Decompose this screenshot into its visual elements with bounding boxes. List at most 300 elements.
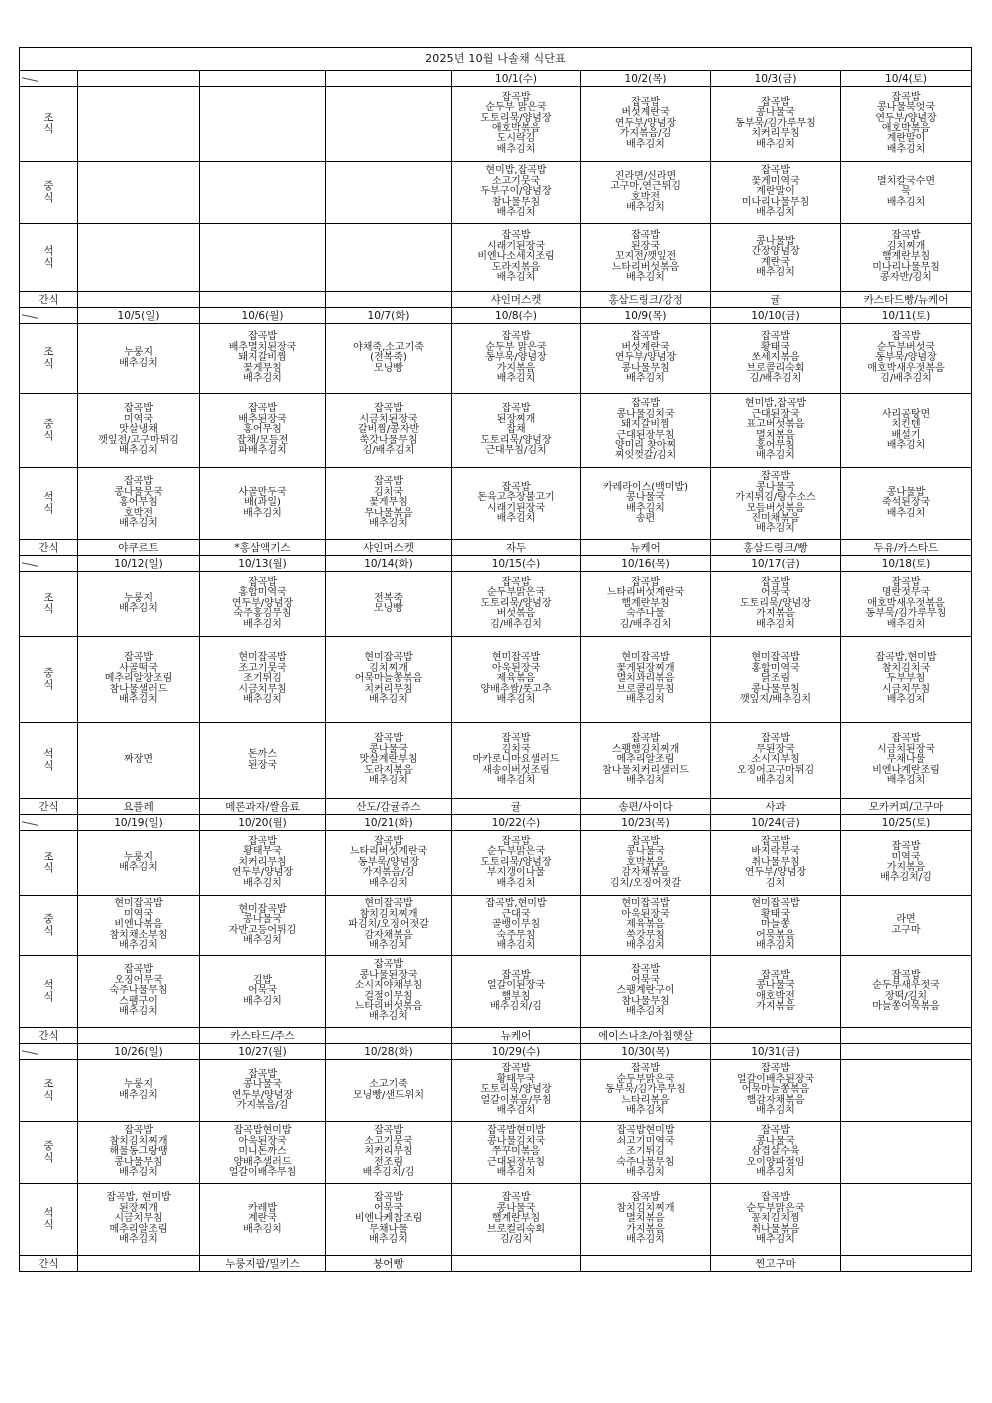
menu-line: 도시락김	[496, 133, 536, 145]
menu-line: 배추김치	[369, 775, 408, 787]
menu-line: 브로콜리숙회	[746, 362, 805, 374]
dinner-label	[20, 956, 78, 1028]
menu-cell	[841, 87, 972, 162]
menu-line: 가지볶음/김	[236, 1099, 289, 1111]
menu-line: 취나물무침	[751, 856, 800, 868]
menu-line: 야채죽,소고기죽	[353, 341, 424, 353]
menu-line: 해물동그랑땡	[109, 1146, 168, 1158]
menu-line: 돼지갈비찜	[238, 352, 287, 364]
snack-cell	[452, 1256, 581, 1272]
menu-line: 근대된장무침	[616, 429, 675, 441]
menu-line: 김/배추김치	[880, 373, 932, 385]
menu-line: 잡곡밥	[761, 969, 790, 981]
menu-line: 현미밥,잡곡밥	[744, 398, 807, 410]
menu-line: 스팸구이	[119, 995, 158, 1007]
menu-line: 배추김치	[626, 940, 665, 952]
menu-line: 잡곡밥	[374, 733, 403, 745]
menu-line: 사골떡국	[119, 662, 158, 674]
lunch-row	[20, 162, 972, 224]
menu-line: 순두부버섯국	[877, 341, 935, 353]
menu-line: 잡곡밥	[501, 403, 531, 415]
menu-line: 잡곡밥현미밥	[616, 1125, 675, 1137]
menu-cell	[841, 1060, 972, 1122]
dinner-label	[20, 723, 78, 799]
menu-line: 호박전	[124, 507, 153, 519]
menu-line: 배(과일)	[244, 497, 281, 509]
dinner-row	[20, 723, 972, 799]
menu-line: 콩나물김치국	[487, 1135, 545, 1147]
menu-line: 잡곡밥	[631, 96, 660, 108]
menu-cell	[711, 87, 841, 162]
menu-line: 홍어무침	[119, 497, 158, 509]
menu-cell	[581, 572, 711, 637]
menu-line: 근대된장국	[751, 408, 800, 420]
menu-line: 느타리버섯볶음	[611, 261, 680, 273]
menu-line: 감자채볶음	[364, 929, 413, 941]
menu-line: 배추김치	[496, 512, 536, 524]
menu-line: 파배추김치	[238, 445, 287, 457]
menu-line: 배추김치	[496, 143, 536, 155]
menu-cell	[78, 831, 200, 896]
menu-line: 잡곡밥	[248, 331, 277, 343]
menu-line: 콩나물북엇국	[877, 102, 935, 114]
menu-line: 치커리무침	[364, 683, 413, 695]
menu-line: 꼬지전/깻잎전	[614, 251, 677, 263]
menu-cell	[711, 831, 841, 896]
menu-line: 배추김치	[496, 775, 536, 787]
menu-line: 오징어고구마튀김	[736, 764, 815, 776]
menu-cell	[841, 637, 972, 723]
menu-line: 연두부/양념장	[875, 112, 937, 124]
date-cell: 10/2(목)	[581, 71, 711, 87]
menu-line: 황태국	[761, 341, 790, 353]
menu-line: 배추김치	[243, 507, 282, 519]
menu-line: 어묵국	[374, 1202, 403, 1214]
menu-line: 참치채소부침	[109, 929, 168, 941]
menu-line: 식	[43, 1089, 54, 1102]
menu-line: 누룽지	[124, 1079, 153, 1091]
menu-cell	[452, 723, 581, 799]
menu-line: 동부묵/김가루무침	[605, 1084, 686, 1096]
date-cell: 10/1(수)	[452, 71, 581, 87]
menu-line: 고구마,연근튀김	[610, 181, 681, 193]
menu-cell	[78, 1184, 200, 1256]
menu-cell	[326, 956, 452, 1028]
menu-line: 잡곡밥	[501, 481, 531, 493]
menu-line: 무채나물	[369, 1223, 408, 1235]
menu-line: 조고기뭇국	[238, 662, 287, 674]
menu-line: 배추김치	[243, 373, 282, 385]
breakfast-row	[20, 324, 972, 394]
menu-line: 김/배추김치	[490, 618, 542, 630]
menu-line: 순두부 맑은국	[485, 341, 547, 353]
menu-cell	[841, 162, 972, 224]
snack-cell: 산도/감귤쥬스	[326, 799, 452, 815]
menu-line: 얼갈이배추된장국	[736, 1073, 815, 1085]
menu-line: 동부묵/양념장	[875, 352, 937, 364]
lunch-label	[20, 896, 78, 956]
menu-line: 쭈꾸미볶음	[491, 1146, 541, 1158]
menu-line: 잡곡밥	[124, 1125, 153, 1137]
menu-line: 잡채/모듬전	[236, 434, 289, 446]
menu-line: 자반고등어튀김	[228, 924, 297, 936]
menu-line: 중	[43, 1140, 54, 1152]
menu-line: 두부구이/양념장	[480, 186, 552, 198]
menu-line: 잡곡밥	[374, 1192, 403, 1204]
menu-line: 식	[43, 123, 54, 135]
menu-line: 햄계란부침	[491, 1213, 541, 1225]
menu-cell	[452, 162, 581, 224]
menu-cell	[581, 162, 711, 224]
menu-line: 간장양념장	[751, 246, 800, 258]
menu-line: 배추김치	[119, 518, 158, 530]
menu-line: 골뱅이무침	[491, 919, 541, 931]
menu-line: 깻잎전/고구마튀김	[98, 434, 179, 446]
menu-cell	[581, 956, 711, 1028]
menu-line: 김치	[765, 877, 786, 889]
snack-cell	[841, 1256, 972, 1272]
date-cell: 10/7(화)	[326, 308, 452, 324]
menu-line: 잡곡밥	[124, 652, 153, 664]
snack-cell	[326, 1028, 452, 1044]
date-cell: 10/10(금)	[711, 308, 841, 324]
menu-line: 배추김치	[756, 1167, 795, 1179]
menu-line: 전조림	[374, 1156, 403, 1168]
menu-line: 연두부/양념장	[614, 117, 677, 129]
menu-line: 느타리버섯계란국	[606, 587, 685, 599]
menu-line: 잡곡밥, 현미밥	[106, 1192, 171, 1204]
menu-line: 숙주무침	[496, 929, 536, 941]
menu-line: 중	[43, 913, 54, 925]
menu-line: 꽃게무침	[243, 362, 282, 374]
menu-line: 콩나물국	[756, 980, 795, 992]
menu-line: 비엔나계란조림	[872, 764, 940, 776]
menu-line: 배추김치	[119, 603, 158, 614]
menu-line: 잡곡밥	[761, 733, 790, 745]
date-cell: 10/18(토)	[841, 556, 972, 572]
menu-line: 조	[43, 850, 54, 863]
menu-cell	[326, 831, 452, 896]
menu-line: 스팸햄김치찌개	[611, 743, 680, 755]
menu-line: 콩자반/김치	[880, 272, 932, 284]
menu-line: 배추김치	[756, 523, 795, 535]
menu-line: 미역국	[124, 908, 153, 920]
menu-line: 참나물치커리샐러드	[602, 764, 689, 776]
menu-line: 호박볶음	[626, 856, 665, 868]
menu-line: 애호박볶음	[881, 123, 931, 134]
menu-line: 배추김치	[119, 1006, 158, 1018]
menu-line: 어묵국	[248, 985, 277, 997]
menu-line: 배설기	[891, 429, 921, 441]
lunch-label	[20, 1122, 78, 1184]
menu-line: 비엔나소세지조림	[477, 251, 555, 263]
snack-label: 간식	[20, 1256, 78, 1272]
menu-line: 시래기된장국	[487, 502, 545, 514]
menu-line: 식	[43, 1151, 54, 1164]
menu-line: 배추김치	[496, 877, 536, 889]
menu-line: 배추김치	[886, 618, 926, 630]
snack-cell: 뉴케어	[581, 540, 711, 556]
menu-line: 참치김치찌개	[616, 1202, 675, 1214]
menu-line: 깻잎지/배추김치	[740, 694, 811, 706]
menu-line: 식	[43, 1218, 54, 1231]
snack-cell: 귤	[711, 292, 841, 308]
menu-line: 꽃게미역국	[751, 175, 800, 187]
menu-line: 조	[43, 591, 54, 604]
menu-line: 배추김치	[756, 138, 795, 150]
menu-line: 잡곡밥	[761, 471, 790, 483]
menu-line: 비엔나케찹조림	[354, 1213, 423, 1225]
menu-cell	[78, 324, 200, 394]
menu-line: 버섯계란국	[621, 107, 670, 119]
menu-line: 배추김치	[119, 1089, 158, 1101]
dinner-label	[20, 1184, 78, 1256]
menu-line: 소시지야채부침	[354, 980, 423, 992]
menu-cell	[452, 394, 581, 468]
menu-line: 콩나물된장국	[359, 969, 418, 981]
menu-line: 배추김치	[756, 450, 795, 462]
menu-line: 잡곡밥	[631, 733, 660, 745]
menu-line: 누룽지	[124, 592, 153, 604]
menu-cell	[200, 87, 326, 162]
menu-line: 배추김치	[886, 507, 926, 519]
menu-cell	[711, 1184, 841, 1256]
snack-cell: *홍삼액기스	[200, 540, 326, 556]
menu-line: 느타리볶음	[621, 1094, 670, 1106]
snack-cell	[581, 1256, 711, 1272]
menu-line: 잡곡밥	[124, 964, 153, 976]
menu-line: 아욱된장국	[491, 662, 541, 674]
menu-line: 잡곡밥	[501, 331, 531, 343]
menu-line: 잡곡밥	[761, 1063, 790, 1075]
menu-line: 식	[43, 862, 54, 874]
menu-line: 갈비찜/콩자반	[357, 424, 420, 436]
menu-line: 콩나물국	[626, 492, 665, 504]
menu-line: 송편	[635, 512, 656, 524]
menu-cell	[452, 572, 581, 637]
menu-cell	[581, 831, 711, 896]
menu-line: 잡곡밥	[374, 476, 403, 488]
menu-line: 잡곡밥	[761, 331, 790, 343]
snack-cell: 홍삼드링크/빵	[711, 540, 841, 556]
menu-cell	[326, 394, 452, 468]
menu-line: 도토리묵/양념장	[480, 1084, 552, 1096]
snack-cell: 두유/카스타드	[841, 540, 972, 556]
menu-title: 2025년 10월 나솔채 식단표	[20, 48, 972, 71]
menu-line: 배추김치	[626, 1167, 665, 1179]
menu-line: 조	[43, 346, 54, 358]
menu-line: 치킨텐	[891, 419, 921, 431]
snack-cell: 송편/사이다	[581, 799, 711, 815]
menu-line: 카레밥	[248, 1202, 277, 1214]
menu-line: 순두부새우젓국	[872, 980, 940, 992]
snack-cell: 카스타드빵/뉴케어	[841, 292, 972, 308]
menu-line: 배추김치	[243, 618, 282, 630]
menu-cell	[711, 637, 841, 723]
menu-line: 김/배추김치	[619, 618, 672, 630]
menu-line: 배추김치	[626, 1105, 665, 1117]
menu-line: 죽석된장국	[881, 497, 931, 509]
menu-line: 모닝빵	[374, 603, 403, 614]
menu-line: 현미잡곡밥	[491, 652, 541, 664]
menu-cell	[326, 162, 452, 224]
menu-line: 애호박새우젓볶음	[867, 362, 945, 374]
menu-cell	[200, 394, 326, 468]
menu-cell	[452, 1060, 581, 1122]
menu-line: 도토리묵/양념장	[480, 856, 552, 868]
menu-cell	[452, 1122, 581, 1184]
menu-line: 숙주나물	[626, 608, 665, 620]
menu-cell	[841, 723, 972, 799]
menu-line: 시금치된장국	[359, 413, 418, 425]
menu-line: 잡곡밥	[631, 576, 660, 588]
menu-line: 누룽지	[124, 851, 153, 863]
menu-line: 현미잡곡밥	[238, 652, 287, 664]
menu-line: 도라지볶음	[491, 261, 541, 273]
dinner-row	[20, 1184, 972, 1256]
menu-line: 홍합미역국	[751, 662, 800, 674]
menu-line: 순두부맑은국	[746, 1202, 805, 1214]
menu-line: 느타리버섯볶음	[354, 1000, 423, 1012]
menu-cell	[581, 324, 711, 394]
menu-cell	[200, 723, 326, 799]
lunch-label	[20, 162, 78, 224]
date-cell	[78, 71, 200, 87]
menu-line: 현미잡곡밥	[238, 903, 287, 915]
menu-cell	[841, 831, 972, 896]
snack-row	[20, 1028, 972, 1044]
breakfast-label	[20, 1060, 78, 1122]
breakfast-row	[20, 87, 972, 162]
date-cell: 10/9(목)	[581, 308, 711, 324]
menu-line: 사골만두국	[238, 486, 287, 498]
menu-line: 돼지갈비찜	[621, 419, 670, 431]
menu-line: 잡곡밥	[501, 835, 531, 847]
menu-line: 석	[43, 245, 54, 257]
menu-line: 연두부/양념장	[231, 1089, 294, 1101]
menu-line: 배추김치	[756, 266, 795, 278]
date-row	[20, 308, 972, 324]
menu-line: 잡곡밥	[891, 576, 921, 588]
menu-cell	[200, 896, 326, 956]
menu-cell	[452, 896, 581, 956]
menu-line: 식	[43, 678, 54, 691]
menu-line: 잡곡밥	[374, 835, 403, 847]
menu-line: 시금치무침	[114, 1213, 163, 1225]
menu-line: 잡곡밥	[891, 230, 921, 242]
menu-line: 부지갱이나물	[487, 867, 545, 879]
menu-line: 멸치칼국수면	[877, 175, 935, 187]
menu-line: 김치/오징어젓갈	[610, 877, 681, 889]
menu-line: 배추김치	[756, 775, 795, 787]
menu-line: 잡곡밥	[891, 841, 921, 853]
menu-line: 치커리무침	[238, 856, 287, 868]
menu-line: 가지볶음/김	[619, 128, 672, 140]
menu-cell	[78, 723, 200, 799]
date-cell	[326, 71, 452, 87]
menu-cell	[581, 637, 711, 723]
date-cell: 10/12(일)	[78, 556, 200, 572]
menu-cell	[326, 1122, 452, 1184]
menu-cell	[711, 1060, 841, 1122]
menu-line: 소시지부침	[751, 754, 800, 766]
date-cell: 10/24(금)	[711, 815, 841, 831]
date-row	[20, 1044, 972, 1060]
menu-cell	[581, 896, 711, 956]
menu-line: 돈까스	[248, 749, 277, 761]
menu-cell	[200, 572, 326, 637]
menu-line: 스팸계란구이	[616, 985, 675, 997]
menu-line: (전복죽)	[370, 352, 407, 364]
menu-cell	[78, 394, 200, 468]
menu-line: 소고기뭇국	[491, 175, 541, 187]
meal-plan-table	[19, 47, 972, 1272]
menu-cell	[78, 224, 200, 292]
menu-line: 중	[43, 180, 54, 192]
menu-line: 제육볶음	[626, 919, 665, 931]
menu-line: 햄계란부침	[881, 251, 931, 263]
menu-line: 석	[43, 748, 54, 760]
menu-line: 배추김치	[369, 1011, 408, 1023]
menu-cell	[78, 162, 200, 224]
menu-line: 배추김치	[243, 995, 282, 1007]
menu-line: 소고기죽	[369, 1079, 408, 1091]
lunch-row	[20, 637, 972, 723]
menu-cell	[200, 637, 326, 723]
menu-line: 메추리알장조림	[104, 673, 173, 685]
menu-line: 잡곡밥	[124, 476, 153, 488]
menu-line: 미역국	[891, 851, 921, 863]
menu-line: 잡곡밥	[631, 398, 660, 410]
menu-line: 장떡/김치	[885, 990, 928, 1002]
menu-line: 된장국	[248, 759, 277, 771]
menu-line: 김치찌개	[369, 662, 408, 674]
menu-cell	[78, 637, 200, 723]
menu-cell	[581, 1122, 711, 1184]
menu-line: 배추김치	[119, 694, 158, 706]
menu-line: 된장국	[631, 240, 660, 252]
date-corner-cell	[20, 815, 78, 831]
date-row	[20, 556, 972, 572]
menu-line: 잡곡밥	[374, 959, 403, 971]
dinner-row	[20, 468, 972, 540]
snack-cell: 누룽지팝/밀키스	[200, 1256, 326, 1272]
menu-cell	[581, 1060, 711, 1122]
menu-line: 배추김치	[756, 1105, 795, 1117]
menu-line: 홍합미역국	[238, 587, 287, 599]
date-cell	[841, 1044, 972, 1060]
menu-line: 식	[43, 759, 54, 772]
menu-line: 콩나물무침	[621, 362, 670, 374]
menu-line: 가지볶음	[496, 362, 536, 374]
menu-cell	[326, 1060, 452, 1122]
menu-line: 잡곡밥	[891, 91, 921, 103]
menu-line: 시래기된장국	[487, 240, 545, 252]
menu-line: 콩나물뭇국	[114, 486, 163, 498]
menu-line: 시금치무침	[238, 683, 287, 695]
snack-cell: 샤인머스켓	[452, 292, 581, 308]
menu-line: 파김치/오징어젓갈	[348, 919, 429, 931]
menu-line: 된장찌개	[496, 413, 536, 425]
menu-line: 현미밥,잡곡밥	[485, 165, 547, 177]
dinner-label	[20, 224, 78, 292]
menu-line: 황태국	[761, 908, 790, 920]
menu-line: 배추김치	[756, 1234, 795, 1246]
menu-line: 김/김치	[499, 1234, 533, 1246]
menu-line: 닭조림	[761, 673, 790, 685]
menu-line: 잡곡밥,현미밥	[875, 652, 937, 664]
snack-cell: 모카커피/고구마	[841, 799, 972, 815]
